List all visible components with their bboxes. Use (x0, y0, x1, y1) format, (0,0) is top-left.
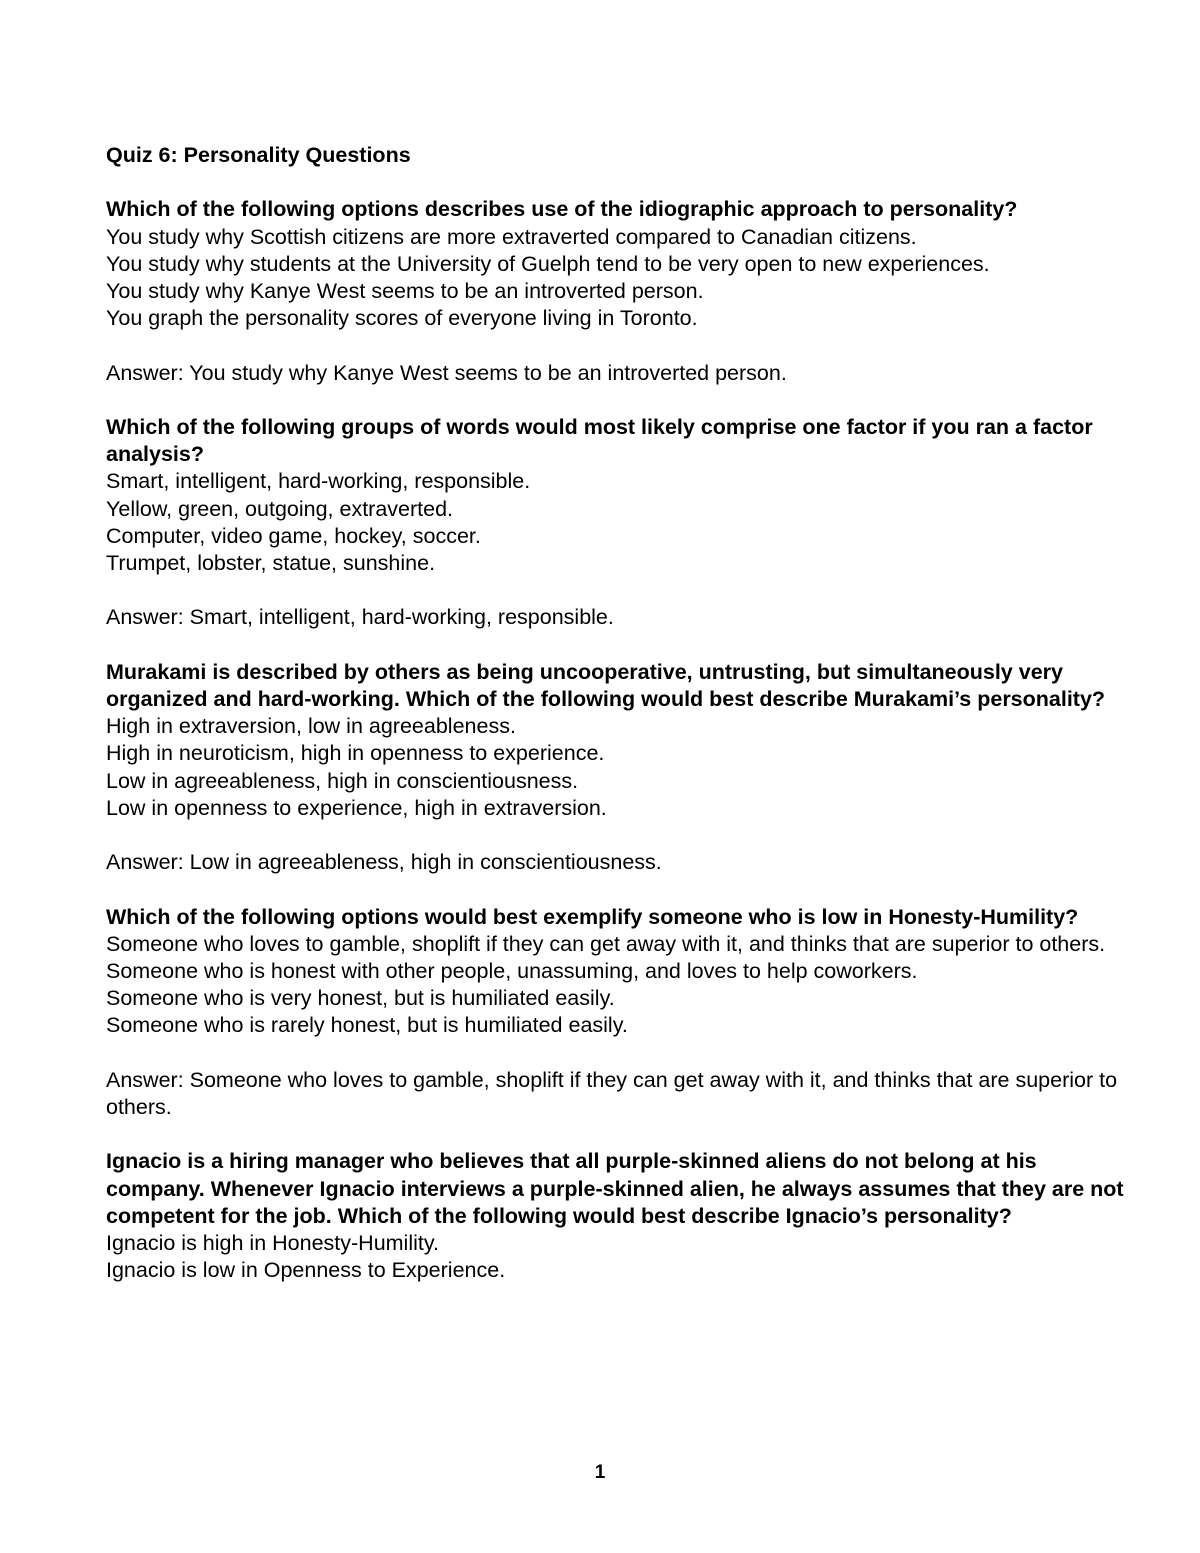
option-list (106, 224, 1136, 333)
option-list (106, 468, 1136, 577)
question-block (106, 196, 1136, 414)
option-item: You study why Kanye West seems to be an introverted person. (106, 279, 704, 303)
document-content (106, 142, 1136, 1284)
option-item: High in extraversion, low in agreeableness. (106, 714, 516, 739)
option-item: You study why students at the University of Guelph tend to be very open to new experiences. (106, 251, 990, 276)
question-text: Murakami is described by others as being uncooperative, untrusting, but simultaneously very organized and hard-working. Which of the following would best describe Murakami’s personality? (106, 659, 1106, 711)
option-item: Someone who is honest with other people, unassuming, and loves to help coworkers. (106, 958, 918, 983)
option-item: Ignacio is low in Openness to Experience. (106, 1258, 506, 1283)
question-text: Which of the following groups of words would most likely comprise one factor if you ran a factor analysis? (106, 414, 1093, 467)
answer-text: Answer: You study why Kanye West seems to be an introverted person. (106, 360, 787, 385)
option-item: Ignacio is high in Honesty-Humility. (106, 1230, 439, 1255)
question-text: Which of the following options would best exemplify someone who is low in Honesty-Humility? (106, 904, 1079, 929)
option-list (106, 713, 1136, 822)
option-item: Someone who is very honest, but is humiliated easily. (106, 986, 615, 1011)
option-item: Someone who is rarely honest, but is humiliated easily. (106, 1013, 628, 1038)
option-item: Low in agreeableness, high in conscientiousness. (106, 768, 579, 793)
option-item: Low in openness to experience, high in extraversion. (106, 795, 607, 820)
option-item: High in neuroticism, high in openness to experience. (106, 741, 605, 766)
question-text: Which of the following options describes use of the idiographic approach to personality? (106, 197, 1018, 222)
option-item: You study why Scottish citizens are more extraverted compared to Canadian citizens. (106, 224, 917, 249)
page-number: 1 (594, 1462, 606, 1483)
option-list (106, 1230, 1136, 1284)
option-item: Computer, video game, hockey, soccer. (106, 523, 481, 548)
document-title: Quiz 6: Personality Questions (106, 143, 411, 167)
option-item: Someone who loves to gamble, shoplift if they can get away with it, and thinks that are superior to others. (106, 931, 1106, 956)
question-block (106, 414, 1136, 659)
question-block (106, 904, 1136, 1149)
answer-text: Answer: Low in agreeableness, high in conscientiousness. (106, 850, 662, 875)
option-item: Smart, intelligent, hard-working, responsible. (106, 469, 531, 494)
option-item: You graph the personality scores of everyone living in Toronto. (106, 306, 698, 331)
question-block (106, 1148, 1136, 1284)
option-item: Yellow, green, outgoing, extraverted. (106, 496, 454, 521)
option-list (106, 931, 1136, 1040)
option-item: Trumpet, lobster, statue, sunshine. (106, 551, 436, 575)
question-block (106, 659, 1136, 904)
answer-text: Answer: Smart, intelligent, hard-working, responsible. (106, 605, 614, 630)
answer-text: Answer: Someone who loves to gamble, shoplift if they can get away with it, and thinks that are superior to others. (106, 1067, 1118, 1119)
question-text: Ignacio is a hiring manager who believes that all purple-skinned aliens do not belong at his company. Whenever Ignacio interviews a purple-skinned alien, he always assumes that they are not competent for the job. Which of the following would best describe Ignacio’s personality? (106, 1149, 1124, 1228)
